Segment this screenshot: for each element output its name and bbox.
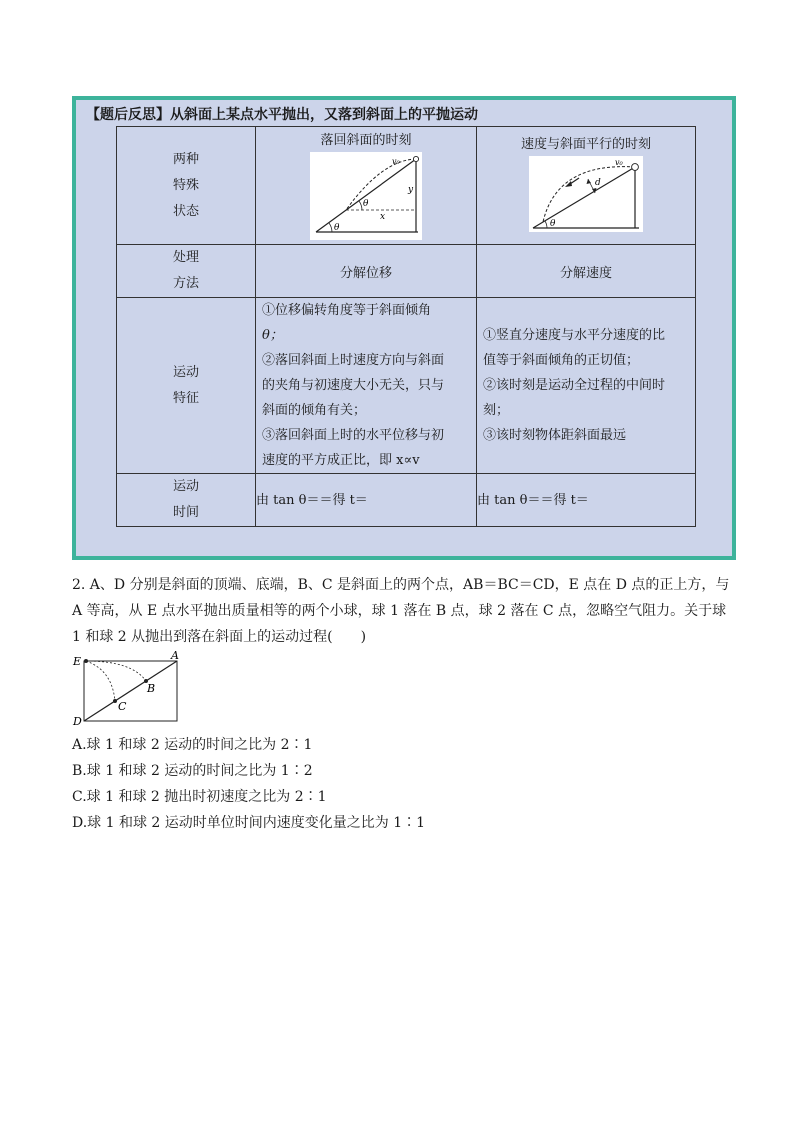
row-label-states: 两种 特殊 状态 — [117, 127, 256, 245]
option-a[interactable]: A.球 1 和球 2 运动的时间之比为 2∶1 — [72, 737, 313, 753]
option-d[interactable]: D.球 1 和球 2 运动时单位时间内速度变化量之比为 1∶1 — [72, 815, 426, 831]
col-header-landing: 落回斜面的时刻 — [320, 133, 412, 148]
point-c-label: C — [118, 700, 127, 713]
point-b-label: B — [147, 682, 156, 695]
row-label-time: 运动 时间 — [117, 474, 256, 527]
reflection-box — [72, 96, 736, 560]
row-label-method: 处理 方法 — [117, 245, 256, 298]
features-landing: ①位移偏转角度等于斜面倾角 θ； ②落回斜面上时速度方向与斜面 的夹角与初速度大小无关，只与 斜面的倾角有关； ③落回斜面上时的水平位移与初 速度的平方成正比，即 x∝v — [256, 298, 477, 474]
question-figure — [72, 650, 184, 726]
parallel-diagram — [529, 156, 643, 232]
fig1-theta-bottom: θ — [334, 223, 340, 233]
cell-landing-moment — [256, 127, 477, 245]
fig2-theta-label: θ — [550, 219, 556, 229]
option-b[interactable]: B.球 1 和球 2 运动的时间之比为 1∶2 — [72, 763, 313, 779]
point-a-label: A — [171, 650, 179, 662]
comparison-table — [116, 126, 696, 527]
fig2-d-label: d — [595, 178, 601, 188]
features-parallel: ①竖直分速度与水平分速度的比 值等于斜面倾角的正切值； ②该时刻是运动全过程的中间时 刻； ③该时刻物体距斜面最远 — [477, 298, 696, 474]
col-header-parallel: 速度与斜面平行的时刻 — [520, 137, 651, 152]
time-landing: 由 tan θ＝＝得 t＝ — [256, 474, 477, 527]
option-c[interactable]: C.球 1 和球 2 抛出时初速度之比为 2∶1 — [72, 789, 327, 805]
cell-parallel-moment — [477, 127, 696, 245]
fig1-x-label: x — [380, 212, 386, 222]
point-e-label: E — [73, 655, 82, 668]
row-label-features: 运动 特征 — [117, 298, 256, 474]
point-d-label: D — [73, 715, 82, 726]
method-displacement: 分解位移 — [256, 245, 477, 298]
fig1-theta-top: θ — [363, 199, 369, 209]
fig2-v0-label: v₀ — [615, 158, 623, 167]
method-velocity: 分解速度 — [477, 245, 696, 298]
time-parallel: 由 tan θ＝＝得 t＝ — [477, 474, 696, 527]
reflection-title: 【题后反思】从斜面上某点水平抛出，又落到斜面上的平抛运动 — [86, 107, 478, 123]
fig1-y-label: y — [408, 185, 414, 195]
fig1-v0-label: v₀ — [392, 157, 400, 166]
question-2-text: 2. A、D 分别是斜面的顶端、底端，B、C 是斜面上的两个点，AB＝BC＝CD，E 点在 D 点的正上方，与 A 等高，从 E 点水平抛出质量相等的两个小球，球 1 落在 B 点，球 2 落在 C 点，忽略空气阻力。关于球 1 和球 2 从抛出到落在斜面上的运动过程( ) — [72, 577, 730, 645]
landing-diagram — [310, 152, 422, 240]
